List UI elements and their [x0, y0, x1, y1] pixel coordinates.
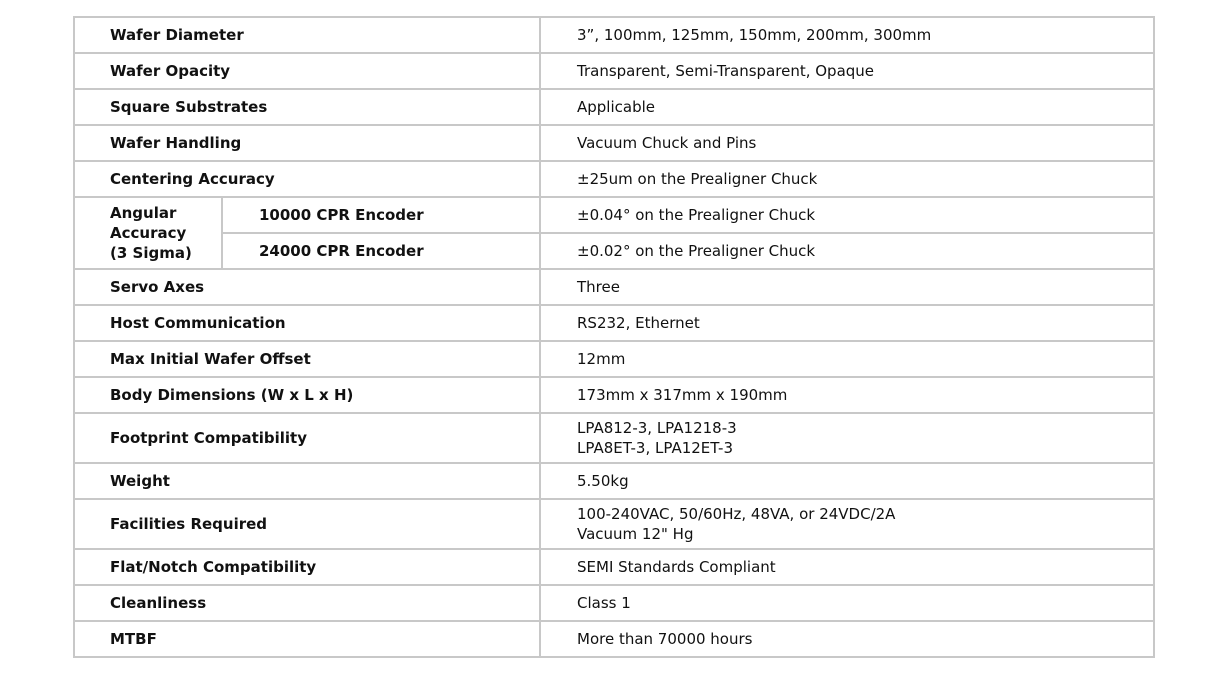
table-row — [74, 233, 1154, 269]
table-row — [74, 341, 1154, 377]
spec-label: Wafer Opacity — [74, 53, 540, 89]
spec-table — [73, 16, 1155, 658]
table-row — [74, 305, 1154, 341]
spec-value-line: LPA8ET-3, LPA12ET-3 — [577, 439, 734, 457]
spec-value: ±0.02° on the Prealigner Chuck — [540, 233, 1154, 269]
spec-value: Transparent, Semi-Transparent, Opaque — [540, 53, 1154, 89]
spec-value: More than 70000 hours — [540, 621, 1154, 657]
table-row — [74, 89, 1154, 125]
table-row — [74, 413, 1154, 463]
spec-value: RS232, Ethernet — [540, 305, 1154, 341]
angular-label-line: Angular — [110, 204, 177, 222]
spec-value: Applicable — [540, 89, 1154, 125]
angular-accuracy-label — [74, 197, 222, 269]
spec-label: Footprint Compatibility — [74, 413, 540, 463]
table-row — [74, 621, 1154, 657]
spec-value-line: LPA812-3, LPA1218-3 — [577, 419, 737, 437]
spec-label: Wafer Diameter — [74, 17, 540, 53]
spec-value: ±0.04° on the Prealigner Chuck — [540, 197, 1154, 233]
spec-label: Facilities Required — [74, 499, 540, 549]
spec-label: Square Substrates — [74, 89, 540, 125]
angular-label-line: Accuracy — [110, 224, 187, 242]
angular-label-line: (3 Sigma) — [110, 244, 192, 262]
spec-label: Flat/Notch Compatibility — [74, 549, 540, 585]
spec-label: Host Communication — [74, 305, 540, 341]
spec-label: Max Initial Wafer Offset — [74, 341, 540, 377]
table-row — [74, 463, 1154, 499]
table-row — [74, 53, 1154, 89]
spec-value: 173mm x 317mm x 190mm — [540, 377, 1154, 413]
spec-value: 5.50kg — [540, 463, 1154, 499]
spec-label: MTBF — [74, 621, 540, 657]
spec-value-line: Vacuum 12" Hg — [577, 525, 694, 543]
spec-label: Cleanliness — [74, 585, 540, 621]
table-row — [74, 125, 1154, 161]
table-row — [74, 197, 1154, 233]
spec-label: Weight — [74, 463, 540, 499]
table-row — [74, 499, 1154, 549]
encoder-label: 10000 CPR Encoder — [222, 197, 540, 233]
table-row — [74, 161, 1154, 197]
table-row — [74, 377, 1154, 413]
spec-value: 3”, 100mm, 125mm, 150mm, 200mm, 300mm — [540, 17, 1154, 53]
table-row — [74, 585, 1154, 621]
spec-value-line: 100-240VAC, 50/60Hz, 48VA, or 24VDC/2A — [577, 505, 896, 523]
spec-label: Centering Accuracy — [74, 161, 540, 197]
spec-label: Servo Axes — [74, 269, 540, 305]
table-row — [74, 549, 1154, 585]
table-row — [74, 269, 1154, 305]
spec-value: Three — [540, 269, 1154, 305]
spec-value: ±25um on the Prealigner Chuck — [540, 161, 1154, 197]
spec-value: Vacuum Chuck and Pins — [540, 125, 1154, 161]
spec-value — [540, 413, 1154, 463]
spec-value: Class 1 — [540, 585, 1154, 621]
encoder-label: 24000 CPR Encoder — [222, 233, 540, 269]
spec-value — [540, 499, 1154, 549]
spec-label: Body Dimensions (W x L x H) — [74, 377, 540, 413]
spec-label: Wafer Handling — [74, 125, 540, 161]
table-row — [74, 17, 1154, 53]
spec-value: 12mm — [540, 341, 1154, 377]
spec-value: SEMI Standards Compliant — [540, 549, 1154, 585]
